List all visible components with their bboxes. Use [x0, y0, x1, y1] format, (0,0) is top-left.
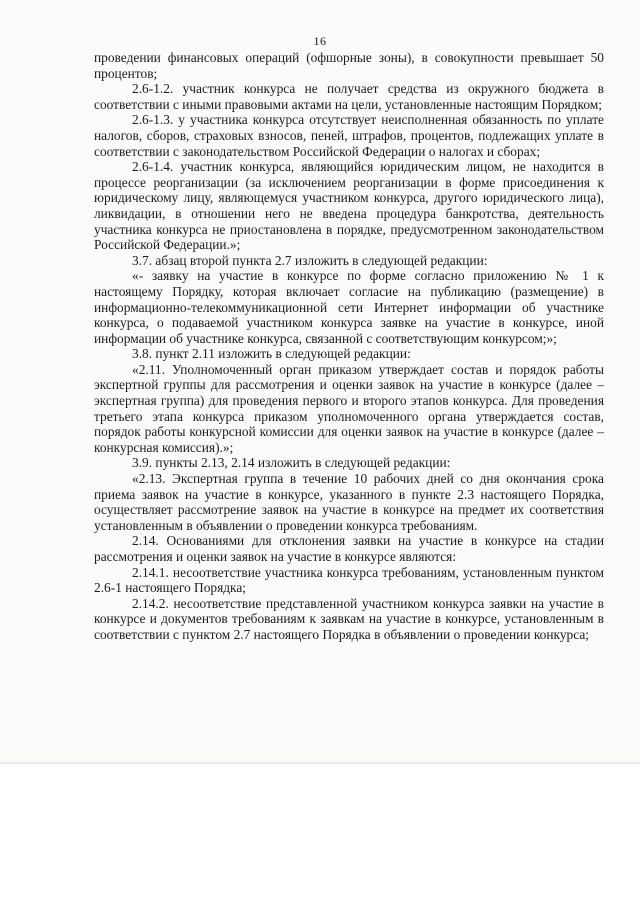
paragraph-3-9: 3.9. пункты 2.13, 2.14 изложить в следующей редакции:	[132, 455, 451, 471]
paragraph-2-6-1-3: 2.6-1.3. у участника конкурса отсутствует неисполненная обязанность по уплате налогов, сборов, страховых взносов, пеней, штрафов, процентов, подлежащих уплате в соответствии с законодательством Российской Федерации о налогах и сборах;	[94, 112, 604, 159]
paragraph-3-7: 3.7. абзац второй пункта 2.7 изложить в следующей редакции:	[132, 252, 488, 268]
paragraph-3-8: 3.8. пункт 2.11 изложить в следующей редакции:	[132, 346, 411, 362]
paragraph-2-14: 2.14. Основаниями для отклонения заявки на участие в конкурсе на стадии рассмотрения и оценки заявок на участие в конкурсе являются:	[94, 533, 604, 564]
paragraph-2-14-1: 2.14.1. несоответствие участника конкурса требованиям, установленным пунктом 2.6-1 настоящего Порядка;	[94, 564, 604, 596]
page-number: 16	[313, 34, 327, 48]
paragraph-2-11: «2.11. Уполномоченный орган приказом утверждает состав и порядок работы экспертной группы для рассмотрения и оценки заявок на участие в конкурсе (далее – экспертная группа) для проведения первого и второго этапов конкурса. Для проведения третьего этапа конкурса приказом уполномоченного органа утверждается состав, порядок работы конкурсной комиссии для оценки заявок на участие в конкурсе (далее – конкурсная комиссия).»;	[94, 361, 604, 455]
page-bottom-edge	[0, 762, 640, 766]
paragraph-2-13: «2.13. Экспертная группа в течение 10 рабочих дней со дня окончания срока приема заявок на участие в конкурсе, указанного в пункте 2.3 настоящего Порядка, осуществляет рассмотрение заявок на участие в конкурсе на предмет их соответствия установленным в объявлении о проведении конкурса требованиям.	[94, 471, 604, 533]
paragraph-2-6-1-2: 2.6-1.2. участник конкурса не получает средства из окружного бюджета в соответствии с иными правовыми актами на цели, установленные настоящим Порядком;	[94, 81, 604, 112]
paragraph-application-form: «- заявку на участие в конкурсе по форме согласно приложению № 1 к настоящему Порядку, которая включает согласие на публикацию (размещение) в информационно-телекоммуникационной сети Интернет информации об участнике конкурса, о подаваемой участником конкурса заявке на участие в конкурсе, иной информации об участнике конкурса, связанной с соответствующим конкурсом;»;	[94, 268, 604, 346]
paragraph-continuation: проведении финансовых операций (офшорные зоны), в совокупности превышает 50 процентов;	[94, 50, 604, 81]
paragraph-2-14-2: 2.14.2. несоответствие представленной участником конкурса заявки на участие в конкурсе и документов требованиям к заявкам на участие в конкурсе, установленным в соответствии с пунктом 2.7 настоящего Порядка в объявлении о проведении конкурса;	[94, 595, 604, 642]
paragraph-2-6-1-4: 2.6-1.4. участник конкурса, являющийся юридическим лицом, не находится в процессе реорганизации (за исключением реорганизации в форме присоединения к юридическому лицу, являющемуся участником конкурса, другого юридического лица), ликвидации, в отношении него не введена процедура банкротства, деятельность участника конкурса не приостановлена в порядке, предусмотренном законодательством Российской Федерации.»;	[94, 159, 604, 253]
document-body	[94, 50, 604, 643]
